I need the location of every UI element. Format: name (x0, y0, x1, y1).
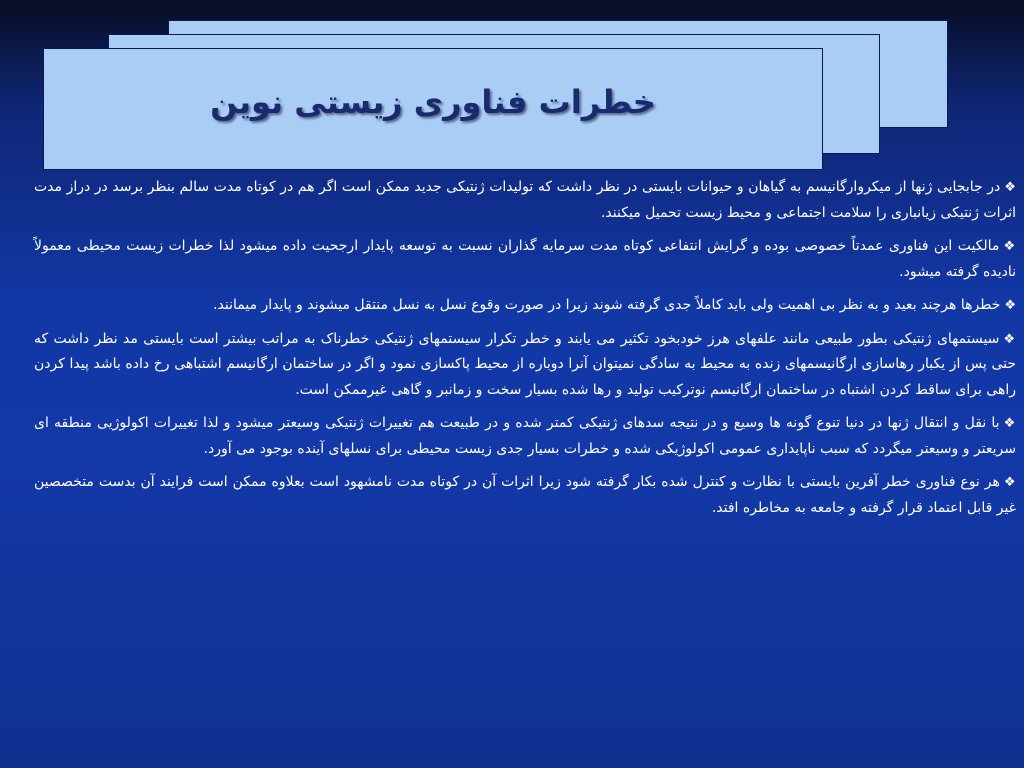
diamond-bullet-icon: ❖ (1003, 416, 1017, 431)
diamond-bullet-icon: ❖ (1003, 475, 1017, 490)
diamond-bullet-icon: ❖ (1004, 298, 1016, 313)
paragraph-text: با نقل و انتقال ژنها در دنیا تنوع گونه ها وسیع و در نتیجه سدهای ژنتیکی کمتر شده و در طبیعت هم تغییرات ژنتیکی وسیعتر میشود و لذا تغییرات اکولوژیی منطقه ای سریعتر و وسیعتر میگردد که سبب ناپایداری عمومی اکولوژیکی شده و خطرات بسیار جدی زیست محیطی برای نسلهای آینده بوجود می آورد. (34, 415, 1016, 457)
bullet-paragraph (34, 175, 1016, 226)
diamond-bullet-icon: ❖ (1004, 180, 1017, 195)
slide-body (34, 175, 1016, 529)
paragraph-text: در جابجایی ژنها از میکروارگانیسم به گیاهان و حیوانات بایستی در نظر داشت که تولیدات ژنتیکی جدید ممکن است اگر هم در کوتاه مدت سالم بنظر برسد در دراز مدت اثرات ژنتیکی زیانباری را سلامت اجتماعی و محیط زیست تحمیل میکنند. (34, 179, 1016, 221)
bullet-paragraph (34, 293, 1016, 319)
bullet-paragraph (34, 411, 1016, 462)
title-frame-front (43, 48, 823, 170)
paragraph-text: هر نوع فناوری خطر آفرین بایستی با نظارت و کنترل شده بکار گرفته شود زیرا اثرات آن در کوتاه مدت نامشهود است بعلاوه ممکن است فرایند آن بدست متخصصین غیر قابل اعتماد قرار گرفته و جامعه به مخاطره افتد. (34, 474, 1016, 516)
bullet-paragraph (34, 234, 1016, 285)
bullet-paragraph (34, 470, 1016, 521)
diamond-bullet-icon: ❖ (1003, 239, 1017, 254)
slide-title: خطرات فناوری زیستی نوین (210, 83, 656, 121)
diamond-bullet-icon: ❖ (1003, 331, 1016, 347)
bullet-paragraph (34, 327, 1016, 404)
paragraph-text: خطرها هرچند بعید و به نظر بی اهمیت ولی باید کاملاً جدی گرفته شوند زیرا در صورت وقوع نسل به نسل منتقل میشوند و پایدار میمانند. (213, 297, 1001, 313)
paragraph-text: سیستمهای ژنتیکی بطور طبیعی مانند علفهای هرز خودبخود تکثیر می یابند و خطر تکرار سیستمهای ژنتیکی خطرناک به مراتب بیشتر است بایستی مد نظر داشت که حتی پس از یکبار رهاسازی ارگانیسمهای زنده به محیط به سادگی نمیتوان آنرا دوباره از محیط پاکسازی نمود و اگر در ساختمان ارگانیسم اشتباهی رخ داده باشد پیدا کردن راهی برای ساقط کردن اشتباه در ساختمان ارگانیسم نوترکیب تولید و رها شده بسیار سخت و زمانبر و گاهی غیرممکن است. (34, 330, 1016, 398)
paragraph-text: مالکیت این فناوری عمدتاً خصوصی بوده و گرایش انتفاعی کوتاه مدت سرمایه گذاران نسبت به توسعه پایدار ارجحیت داده میشود لذا خطرات زیست محیطی معمولاً نادیده گرفته میشود. (34, 238, 1016, 280)
